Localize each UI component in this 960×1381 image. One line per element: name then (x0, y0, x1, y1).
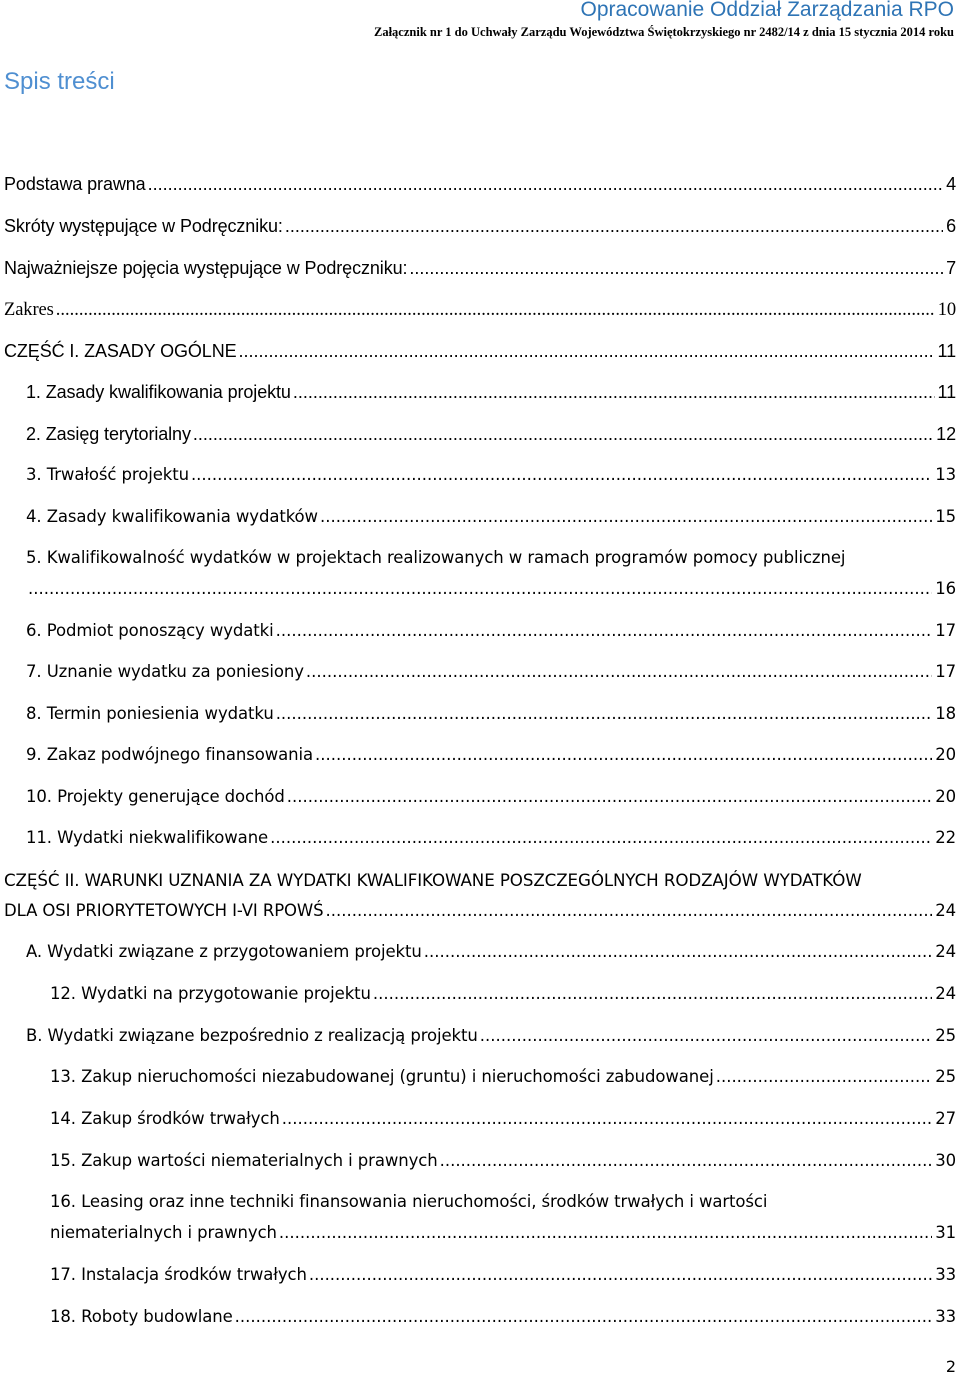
toc-leader-dots (285, 214, 943, 238)
toc-leader-dots (716, 1065, 933, 1089)
page-header-subtitle: Załącznik nr 1 do Uchwały Zarządu Województwa Świętokrzyskiego nr 2482/14 z dnia 15 stycznia 2014 roku (373, 25, 954, 39)
toc-entry[interactable] (26, 743, 956, 767)
toc-entry-page: 20 (935, 787, 956, 806)
toc-leader-dots (309, 1263, 932, 1287)
toc-leader-dots (320, 505, 932, 529)
toc-entry[interactable] (4, 172, 956, 196)
toc-entry-page: 15 (935, 507, 956, 526)
toc-leader-dots (326, 899, 933, 923)
toc-entry-label-continued: niematerialnych i prawnych (50, 1223, 277, 1242)
toc-entry-label: 4. Zasady kwalifikowania wydatków (26, 507, 318, 526)
toc-leader-dots (315, 743, 932, 767)
toc-entry[interactable] (4, 899, 956, 923)
toc-entry-label: 13. Zakup nieruchomości niezabudowanej (gruntu) i nieruchomości zabudowanej (50, 1067, 714, 1086)
toc-entry-page: 22 (935, 828, 956, 847)
toc-entry-page: 33 (935, 1265, 956, 1284)
toc-entry[interactable] (50, 1221, 956, 1245)
toc-entry-label: 11. Wydatki niekwalifikowane (26, 828, 269, 847)
toc-entry-page: 11 (937, 382, 956, 402)
toc-entry-page: 30 (935, 1151, 956, 1170)
toc-entry-label: Zakres (4, 300, 54, 320)
toc-entry-page: 16 (935, 579, 956, 598)
toc-leader-dots (56, 298, 935, 322)
toc-leader-dots (306, 660, 932, 684)
toc-entry-page: 27 (935, 1109, 956, 1128)
toc-entry-page: 17 (935, 621, 956, 640)
toc-leader-dots (440, 1149, 933, 1173)
toc-entry[interactable] (50, 1263, 956, 1287)
toc-entry[interactable] (26, 940, 956, 964)
toc-leader-dots (28, 577, 932, 601)
toc-entry-label: 3. Trwałość projektu (26, 465, 189, 484)
toc-entry-page: 6 (946, 216, 956, 236)
toc-entry-label: CZĘŚĆ I. ZASADY OGÓLNE (4, 341, 237, 361)
toc-entry[interactable] (50, 1107, 956, 1131)
toc-entry-label: Podstawa prawna (4, 174, 146, 194)
toc-entry-label: 17. Instalacja środków trwałych (50, 1265, 307, 1284)
toc-leader-dots (373, 982, 932, 1006)
toc-leader-dots (282, 1107, 932, 1131)
toc-entry-page: 33 (935, 1307, 956, 1326)
toc-entry[interactable] (26, 619, 956, 643)
toc-leader-dots (480, 1024, 932, 1048)
toc-entry-page: 11 (937, 341, 956, 361)
toc-entry-label: 7. Uznanie wydatku za poniesiony (26, 662, 304, 681)
toc-entry[interactable] (26, 577, 956, 601)
toc-entry[interactable] (26, 422, 956, 446)
toc-entry-label: 8. Termin poniesienia wydatku (26, 704, 274, 723)
toc-entry-label: 9. Zakaz podwójnego finansowania (26, 745, 313, 764)
toc-leader-dots (270, 826, 932, 850)
toc-leader-dots (235, 1305, 933, 1329)
toc-entry-label: Skróty występujące w Podręczniku: (4, 216, 283, 236)
toc-entry-page: 31 (935, 1223, 956, 1242)
toc-entry[interactable] (4, 214, 956, 238)
toc-entry[interactable] (26, 380, 956, 404)
toc-entry[interactable] (26, 463, 956, 487)
toc-entry-page: 25 (935, 1026, 956, 1045)
toc-entry-label: 18. Roboty budowlane (50, 1307, 233, 1326)
toc-entry-page: 4 (946, 174, 956, 194)
toc-entry[interactable] (26, 505, 956, 529)
toc-entry-page: 25 (935, 1067, 956, 1086)
toc-entry-label: 10. Projekty generujące dochód (26, 787, 285, 806)
toc-leader-dots (409, 256, 943, 280)
toc-entry[interactable] (26, 702, 956, 726)
toc-entry-page: 12 (936, 424, 956, 444)
toc-leader-dots (276, 702, 933, 726)
toc-leader-dots (276, 619, 933, 643)
toc-entry-page: 13 (935, 465, 956, 484)
toc-entry-page: 7 (946, 258, 956, 278)
toc-entry-label: 12. Wydatki na przygotowanie projektu (50, 984, 371, 1003)
toc-entry-label: 1. Zasady kwalifikowania projektu (26, 382, 291, 402)
toc-leader-dots (148, 172, 943, 196)
toc-entry-page: 17 (935, 662, 956, 681)
toc-entry[interactable] (26, 826, 956, 850)
toc-entry-page: 18 (935, 704, 956, 723)
toc-entry[interactable] (26, 785, 956, 809)
toc-entry-label: 6. Podmiot ponoszący wydatki (26, 621, 274, 640)
toc-heading: Spis treści (4, 68, 115, 95)
toc-leader-dots (287, 785, 932, 809)
toc-entry-label[interactable]: CZĘŚĆ II. WARUNKI UZNANIA ZA WYDATKI KWALIFIKOWANE POSZCZEGÓLNYCH RODZAJÓW WYDATKÓW (4, 870, 862, 890)
toc-entry[interactable] (4, 339, 956, 363)
toc-entry[interactable] (26, 660, 956, 684)
toc-leader-dots (279, 1221, 932, 1245)
toc-entry-page: 24 (935, 942, 956, 961)
toc-entry-label[interactable]: 16. Leasing oraz inne techniki finansowania nieruchomości, środków trwałych i wartości (50, 1192, 768, 1211)
toc-entry-page: 24 (935, 901, 956, 920)
toc-entry[interactable] (50, 1065, 956, 1089)
toc-leader-dots (191, 463, 932, 487)
page-number: 2 (945, 1357, 956, 1376)
toc-entry-label: 15. Zakup wartości niematerialnych i prawnych (50, 1151, 438, 1170)
toc-entry-label: A. Wydatki związane z przygotowaniem projektu (26, 942, 422, 961)
toc-entry-label: Najważniejsze pojęcia występujące w Podręczniku: (4, 258, 408, 278)
toc-entry-label: 2. Zasięg terytorialny (26, 424, 191, 444)
toc-entry-page: 24 (935, 984, 956, 1003)
toc-entry-label: B. Wydatki związane bezpośrednio z realizacją projektu (26, 1026, 478, 1045)
toc-entry-page: 20 (935, 745, 956, 764)
toc-entry-label: 14. Zakup środków trwałych (50, 1109, 280, 1128)
toc-leader-dots (193, 422, 933, 446)
toc-entry-page: 10 (937, 300, 956, 320)
toc-entry[interactable] (50, 1305, 956, 1329)
toc-leader-dots (293, 380, 935, 404)
toc-entry[interactable] (50, 982, 956, 1006)
toc-leader-dots (424, 940, 932, 964)
toc-entry[interactable] (50, 1149, 956, 1173)
toc-entry[interactable] (4, 256, 956, 280)
toc-entry[interactable] (26, 1024, 956, 1048)
toc-entry[interactable] (4, 298, 956, 322)
toc-entry-label[interactable]: 5. Kwalifikowalność wydatków w projektach realizowanych w ramach programów pomocy publicznej (26, 548, 846, 567)
page-header-title: Opracowanie Oddział Zarządzania RPO (580, 0, 954, 21)
toc-leader-dots (239, 339, 935, 363)
toc-entry-label-continued: DLA OSI PRIORYTETOWYCH I-VI RPOWŚ (4, 901, 324, 920)
